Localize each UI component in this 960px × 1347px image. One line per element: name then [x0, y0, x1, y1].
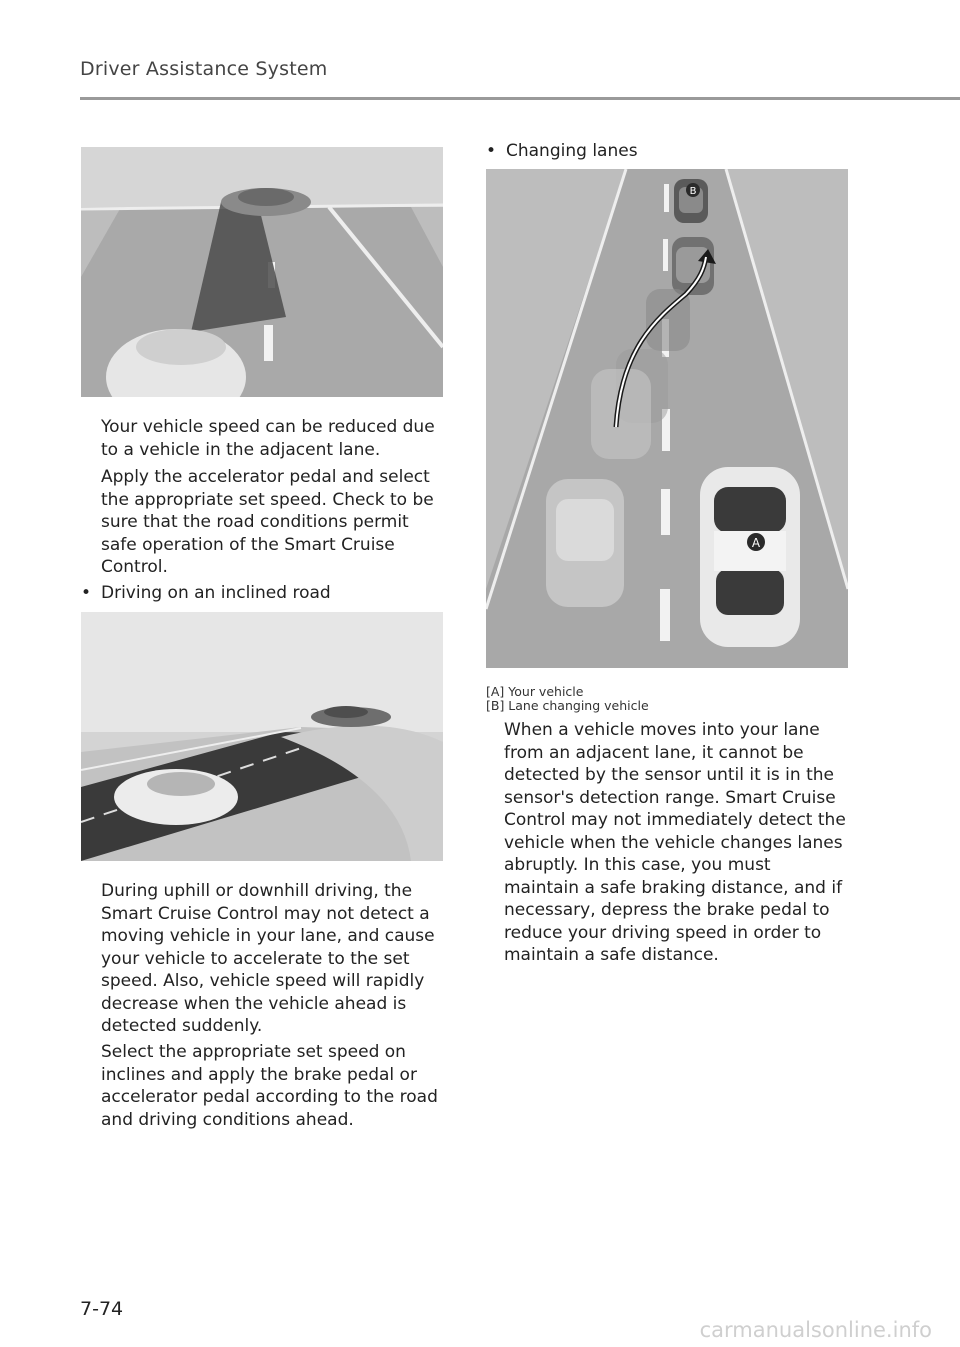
figure-label-b: B: [689, 186, 697, 197]
header-divider: [80, 97, 960, 100]
adjacent-lane-illustration: [81, 147, 443, 397]
caption-your-vehicle: [A] Your vehicle: [486, 684, 584, 699]
lane-change-text: When a vehicle moves into your lane from an adjacent lane, it cannot be detected by the sensor until it is in the sensor's detection range. Smart Cruise Control may not immediately detect the vehicle when the vehicle changes lanes abruptly. In this case, you must maintain a safe braking distance, and if necessary, depress the brake pedal to reduce your driving speed in order to maintain a safe distance.: [504, 720, 846, 965]
caption-lane-changing-vehicle: [B] Lane changing vehicle: [486, 698, 649, 713]
watermark: carmanualsonline.info: [699, 1318, 932, 1342]
incline-advice-text: Select the appropriate set speed on inclines and apply the brake pedal or accelerator pedal according to the road and driving conditions ahead.: [101, 1042, 438, 1130]
figure-label-a: A: [751, 536, 761, 550]
page-number: 7-74: [80, 1298, 124, 1320]
section-title: Driver Assistance System: [80, 58, 328, 80]
lane-change-illustration: [486, 169, 848, 668]
inclined-road-illustration: [81, 612, 443, 861]
bullet-glyph: •: [486, 141, 497, 161]
incline-detection-text: During uphill or downhill driving, the Smart Cruise Control may not detect a moving vehicle in your lane, and cause your vehicle to accelerate to the set speed. Also, vehicle speed will rapidly decrease when the vehicle ahead is detected suddenly.: [101, 881, 435, 1036]
bullet-glyph: •: [81, 583, 92, 603]
adjacent-lane-text: Your vehicle speed can be reduced due to a vehicle in the adjacent lane.: [101, 417, 435, 460]
accelerator-advice-text: Apply the accelerator pedal and select the appropriate set speed. Check to be sure that the road conditions permit safe operation of the Smart Cruise Control.: [101, 467, 434, 577]
bullet-inclined-road: [81, 582, 441, 604]
bullet-changing-lanes: [486, 140, 846, 162]
bullet-changing-lanes-label: Changing lanes: [506, 141, 638, 161]
bullet-inclined-road-label: Driving on an inclined road: [101, 583, 331, 603]
